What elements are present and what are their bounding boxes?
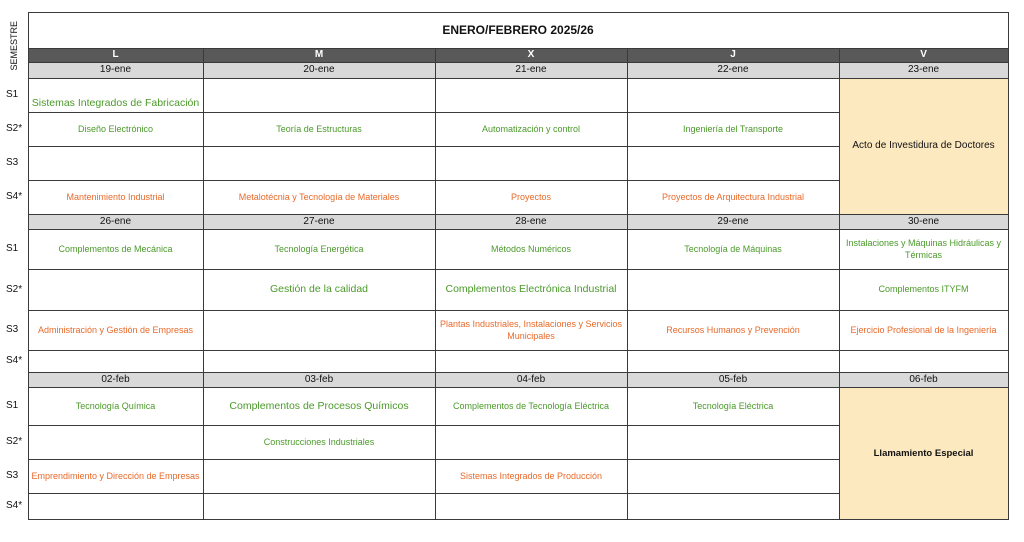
exam-cell	[627, 426, 839, 460]
friday-event-cell: Acto de Investidura de Doctores	[839, 79, 1008, 215]
exam-cell: Complementos de Tecnología Eléctrica	[435, 388, 627, 426]
exam-cell: Automatización y control	[435, 113, 627, 147]
exam-cell: Construcciones Industriales	[203, 426, 435, 460]
exam-cell	[627, 494, 839, 520]
exam-cell: Complementos ITYFM	[839, 270, 1008, 311]
semester-label: S2*	[6, 123, 23, 135]
semester-label: S3	[6, 470, 19, 482]
date-cell: 21-ene	[435, 63, 627, 79]
exam-cell: Diseño Electrónico	[28, 113, 203, 147]
exam-cell: Proyectos	[435, 181, 627, 215]
exam-cell: Recursos Humanos y Prevención	[627, 311, 839, 351]
semester-label: S4*	[6, 191, 23, 203]
day-header-l: L	[28, 49, 203, 63]
exam-schedule-table	[6, 12, 1009, 520]
date-cell: 26-ene	[28, 215, 203, 230]
date-cell: 04-feb	[435, 373, 627, 388]
exam-cell	[28, 426, 203, 460]
exam-cell	[203, 494, 435, 520]
date-cell: 06-feb	[839, 373, 1008, 388]
semester-label: S3	[6, 324, 19, 336]
exam-cell: Tecnología Química	[28, 388, 203, 426]
exam-cell: Complementos de Procesos Químicos	[203, 388, 435, 426]
exam-cell	[28, 494, 203, 520]
day-header-j: J	[627, 49, 839, 63]
semester-label: S4*	[6, 355, 23, 367]
exam-cell	[203, 147, 435, 181]
date-cell: 29-ene	[627, 215, 839, 230]
exam-cell: Mantenimiento Industrial	[28, 181, 203, 215]
exam-cell	[28, 351, 203, 373]
exam-cell: Sistemas Integrados de Fabricación	[28, 79, 203, 113]
date-cell: 28-ene	[435, 215, 627, 230]
semestre-label: SEMESTRE	[9, 20, 19, 71]
exam-cell: Tecnología Energética	[203, 230, 435, 270]
day-header-m: M	[203, 49, 435, 63]
exam-cell: Proyectos de Arquitectura Industrial	[627, 181, 839, 215]
exam-cell	[203, 79, 435, 113]
exam-cell: Sistemas Integrados de Producción	[435, 460, 627, 494]
day-header-v: V	[839, 49, 1008, 63]
exam-cell: Complementos de Mecánica	[28, 230, 203, 270]
exam-cell: Emprendimiento y Dirección de Empresas	[28, 460, 203, 494]
date-cell: 27-ene	[203, 215, 435, 230]
exam-cell	[839, 351, 1008, 373]
exam-cell	[627, 351, 839, 373]
exam-cell	[627, 147, 839, 181]
semester-label: S3	[6, 157, 19, 169]
exam-cell: Complementos Electrónica Industrial	[435, 270, 627, 311]
spacer-cell	[6, 215, 28, 230]
spacer-cell	[6, 373, 28, 388]
day-header-x: X	[435, 49, 627, 63]
semester-label: S2*	[6, 283, 23, 295]
exam-cell: Teoría de Estructuras	[203, 113, 435, 147]
semester-label: S1	[6, 243, 19, 255]
exam-cell	[627, 270, 839, 311]
exam-cell: Tecnología de Máquinas	[627, 230, 839, 270]
exam-cell	[435, 426, 627, 460]
date-cell: 20-ene	[203, 63, 435, 79]
exam-cell	[28, 270, 203, 311]
date-cell: 19-ene	[28, 63, 203, 79]
date-cell: 05-feb	[627, 373, 839, 388]
semester-label: S1	[6, 89, 19, 101]
date-cell: 30-ene	[839, 215, 1008, 230]
semestre-column-header	[6, 13, 28, 79]
exam-cell: Metalotécnia y Tecnología de Materiales	[203, 181, 435, 215]
semester-label: S1	[6, 400, 19, 412]
exam-cell	[627, 79, 839, 113]
date-cell: 02-feb	[28, 373, 203, 388]
exam-cell: Tecnología Eléctrica	[627, 388, 839, 426]
exam-cell: Ingeniería del Transporte	[627, 113, 839, 147]
exam-cell: Administración y Gestión de Empresas	[28, 311, 203, 351]
exam-cell	[435, 351, 627, 373]
exam-cell: Ejercicio Profesional de la Ingeniería	[839, 311, 1008, 351]
exam-cell	[203, 351, 435, 373]
semester-label: S4*	[6, 500, 23, 512]
schedule-title: ENERO/FEBRERO 2025/26	[28, 13, 1008, 49]
exam-cell	[627, 460, 839, 494]
exam-cell	[435, 494, 627, 520]
semester-label: S2*	[6, 436, 23, 448]
exam-cell	[28, 147, 203, 181]
exam-cell	[435, 147, 627, 181]
exam-cell: Instalaciones y Máquinas Hidráulicas y Térmicas	[839, 230, 1008, 270]
exam-cell	[203, 311, 435, 351]
exam-cell	[435, 79, 627, 113]
exam-cell: Gestión de la calidad	[203, 270, 435, 311]
date-cell: 23-ene	[839, 63, 1008, 79]
date-cell: 22-ene	[627, 63, 839, 79]
date-cell: 03-feb	[203, 373, 435, 388]
exam-cell	[203, 460, 435, 494]
exam-cell: Plantas Industriales, Instalaciones y Servicios Municipales	[435, 311, 627, 351]
exam-cell: Métodos Numéricos	[435, 230, 627, 270]
friday-event-cell: Llamamiento Especial	[839, 388, 1008, 520]
